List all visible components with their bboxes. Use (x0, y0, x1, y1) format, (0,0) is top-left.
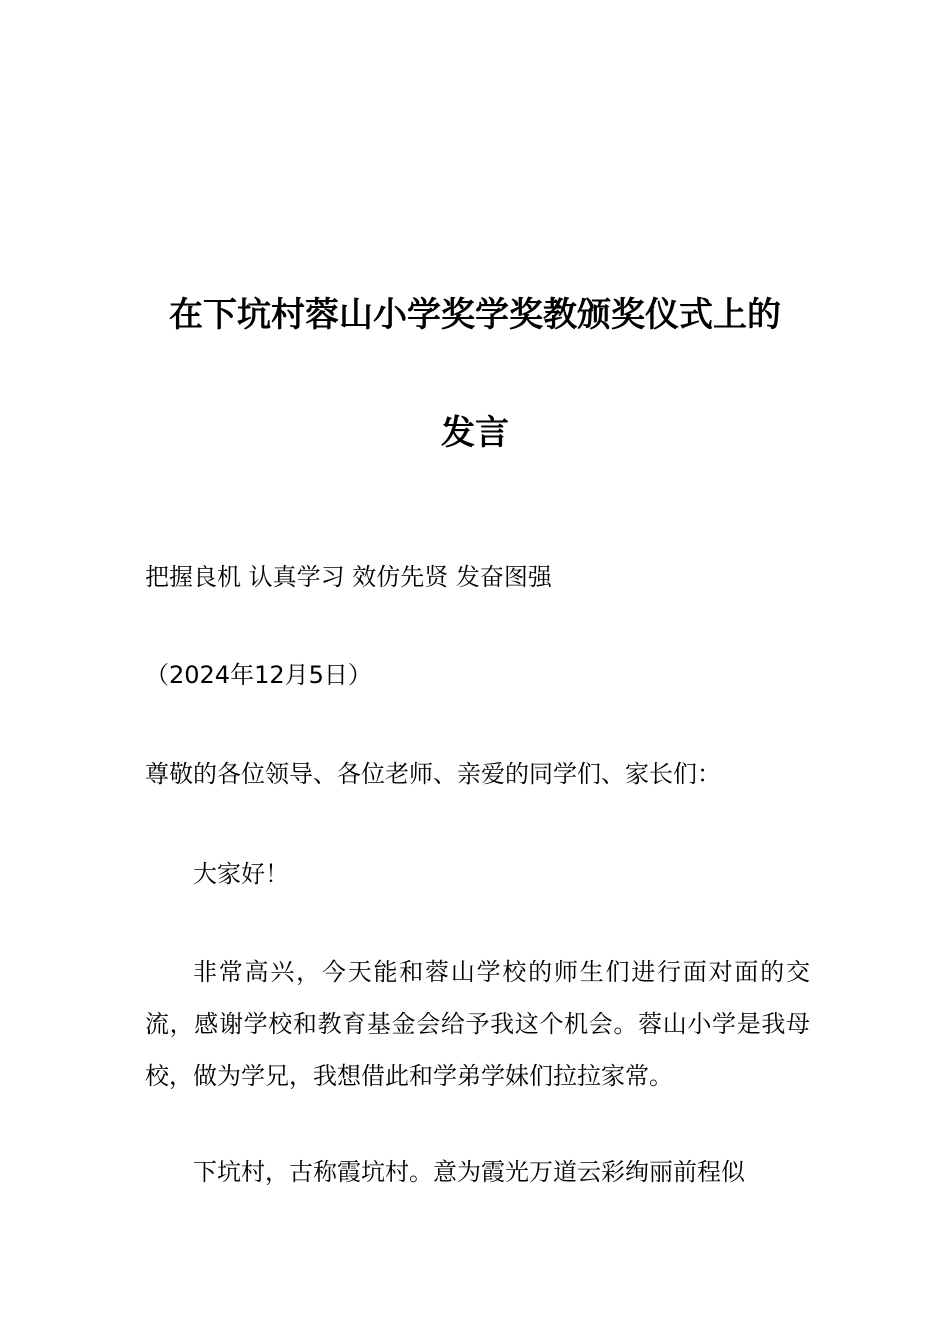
document-subtitle: 把握良机 认真学习 效仿先贤 发奋图强 (145, 563, 552, 591)
document-title-line-2: 发言 (441, 413, 509, 453)
greeting: 大家好！ (193, 860, 289, 888)
document-date: （2024年12月5日） (145, 661, 372, 689)
document-title-line-1: 在下坑村蓉山小学奖学奖教颁奖仪式上的 (169, 295, 781, 335)
paragraph: 非常高兴，今天能和蓉山学校的师生们进行面对面的交流，感谢学校和教育基金会给予我这个机会。蓉山小学是我母校，做为学兄，我想借此和学弟学妹们拉拉家常。 (145, 958, 810, 1090)
salutation: 尊敬的各位领导、各位老师、亲爱的同学们、家长们： (145, 760, 721, 788)
paragraph: 下坑村，古称霞坑村。意为霞光万道云彩绚丽前程似 (193, 1158, 745, 1186)
